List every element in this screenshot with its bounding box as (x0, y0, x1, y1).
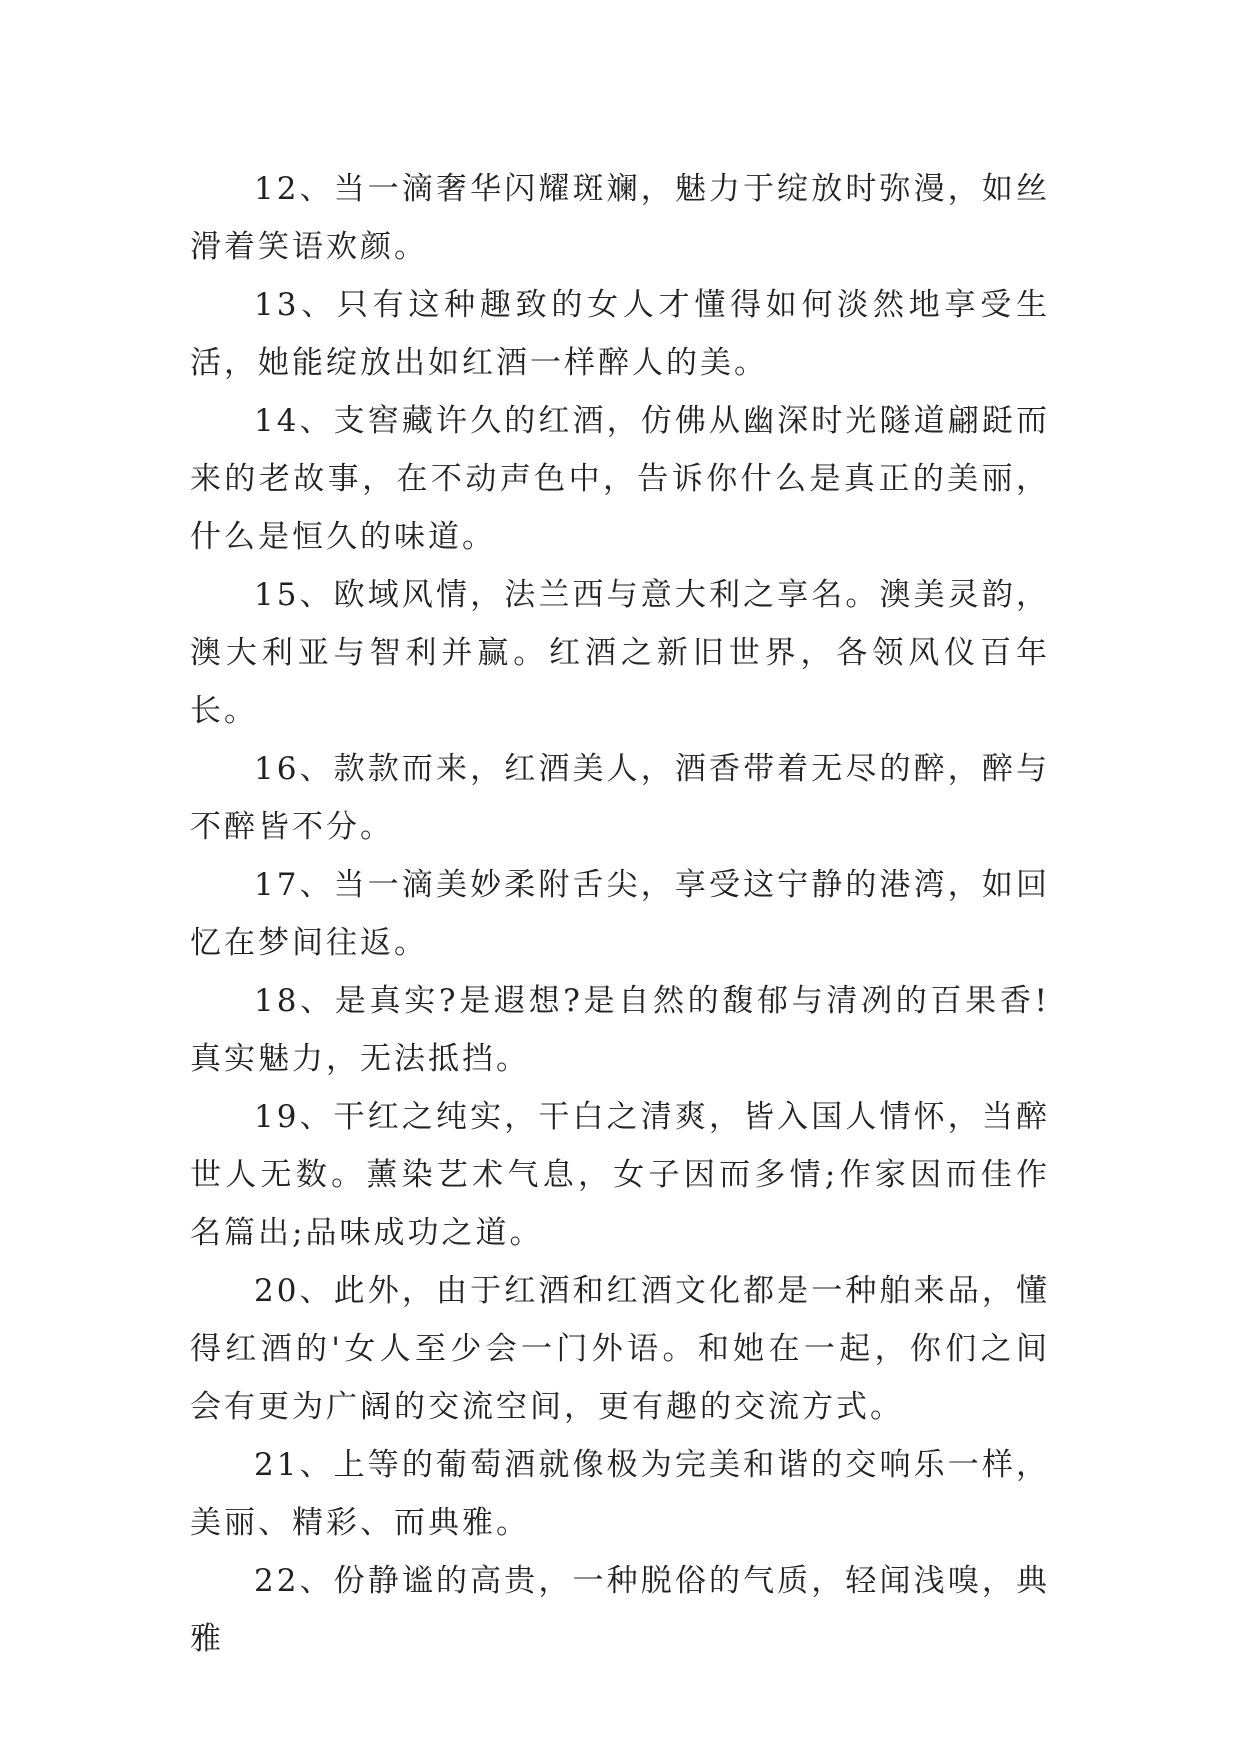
document-body (190, 160, 1050, 1668)
paragraph-14: 14、支窖藏许久的红酒，仿佛从幽深时光隧道翩跹而来的老故事，在不动声色中，告诉你什么是真正的美丽，什么是恒久的味道。 (190, 403, 1050, 555)
paragraph-18: 18、是真实?是遐想?是自然的馥郁与清冽的百果香!真实魅力，无法抵挡。 (190, 983, 1050, 1077)
paragraph-15: 15、欧域风情，法兰西与意大利之享名。澳美灵韵，澳大利亚与智利并赢。红酒之新旧世界，各领风仪百年长。 (190, 577, 1050, 729)
paragraph-16: 16、款款而来，红酒美人，酒香带着无尽的醉，醉与不醉皆不分。 (190, 751, 1050, 845)
paragraph-22: 22、份静谧的高贵，一种脱俗的气质，轻闻浅嗅，典雅 (190, 1563, 1050, 1657)
paragraph-13: 13、只有这种趣致的女人才懂得如何淡然地享受生活，她能绽放出如红酒一样醉人的美。 (190, 287, 1050, 381)
paragraph-17: 17、当一滴美妙柔附舌尖，享受这宁静的港湾，如回忆在梦间往返。 (190, 867, 1050, 961)
paragraph-19: 19、干红之纯实，干白之清爽，皆入国人情怀，当醉世人无数。薰染艺术气息，女子因而多情;作家因而佳作名篇出;品味成功之道。 (190, 1099, 1050, 1251)
paragraph-21: 21、上等的葡萄酒就像极为完美和谐的交响乐一样，美丽、精彩、而典雅。 (190, 1447, 1050, 1541)
paragraph-20: 20、此外，由于红酒和红酒文化都是一种舶来品，懂得红酒的'女人至少会一门外语。和她在一起，你们之间会有更为广阔的交流空间，更有趣的交流方式。 (190, 1273, 1050, 1425)
paragraph-12: 12、当一滴奢华闪耀斑斓，魅力于绽放时弥漫，如丝滑着笑语欢颜。 (190, 171, 1050, 265)
